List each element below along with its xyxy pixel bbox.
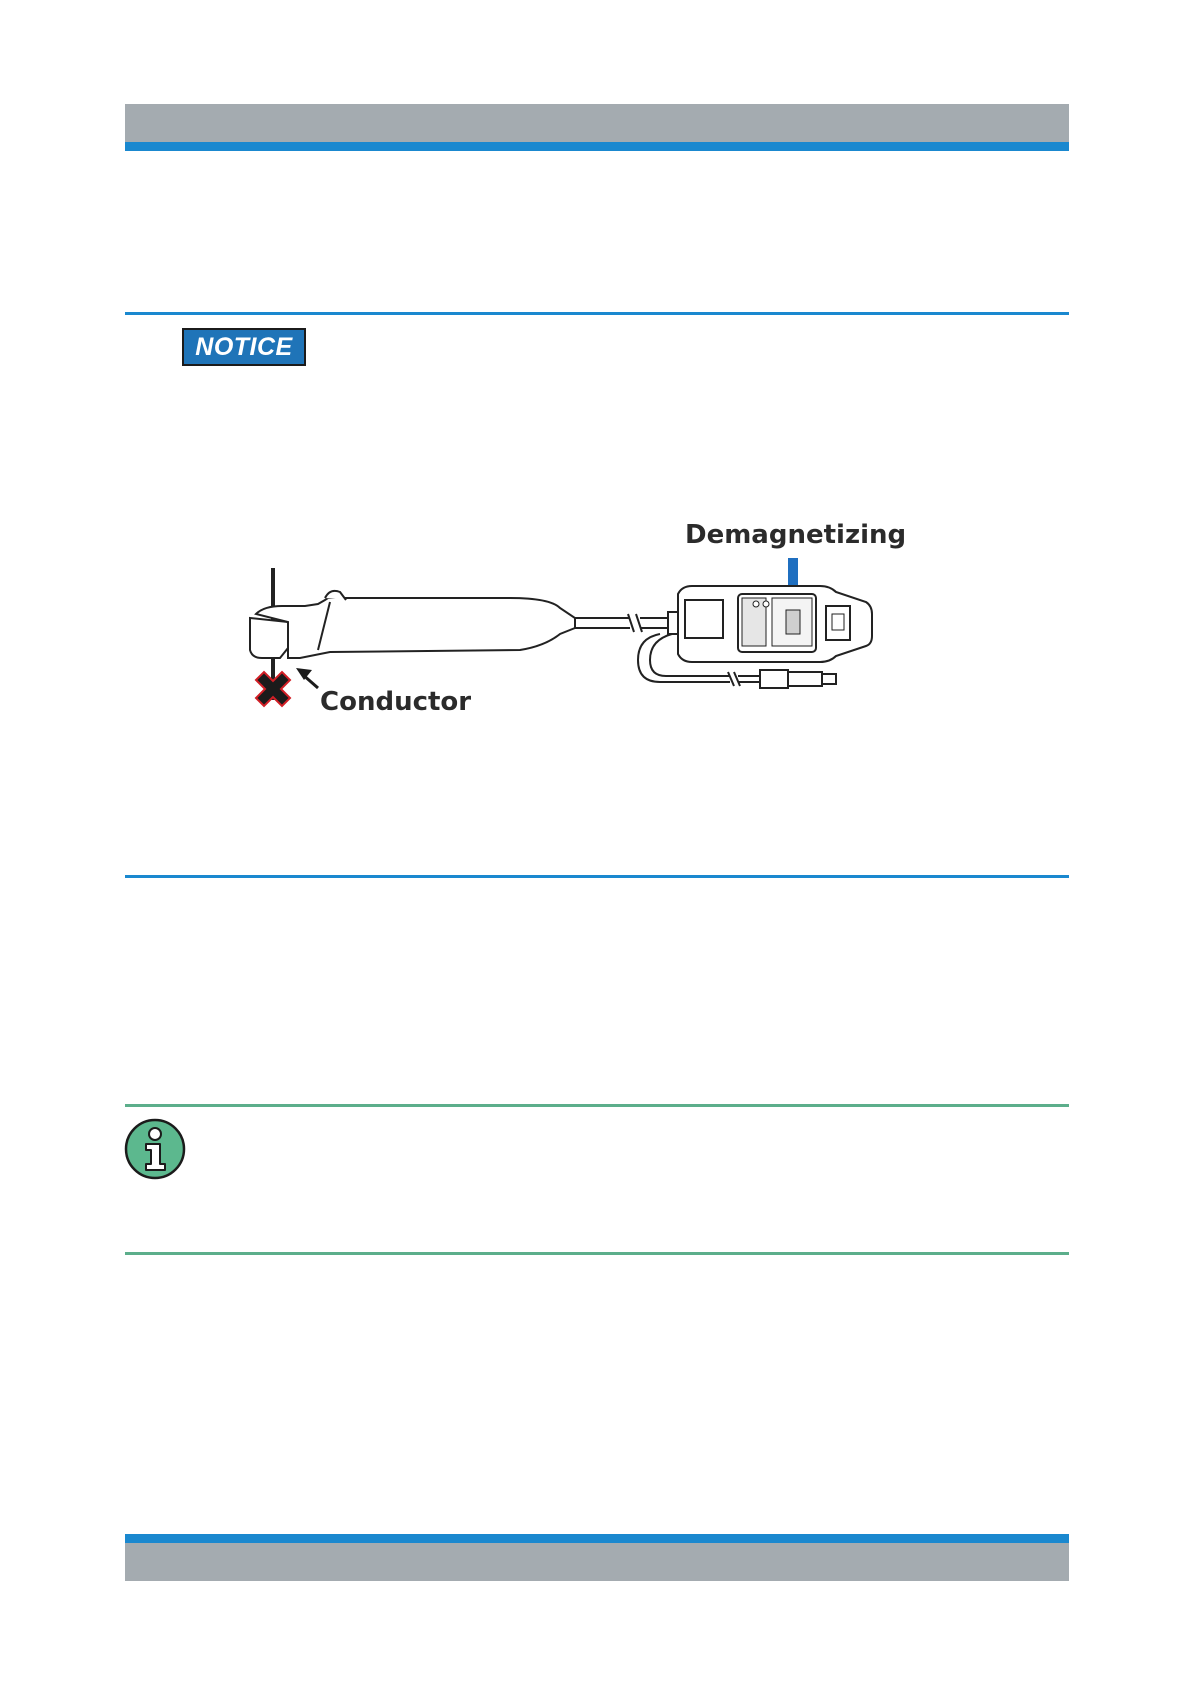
page-footer-bar xyxy=(125,1543,1069,1581)
conductor-pointer-arrow-icon xyxy=(296,668,318,688)
conductor-label: Conductor xyxy=(320,687,472,717)
info-icon xyxy=(124,1118,186,1180)
notice-badge: NOTICE xyxy=(182,328,306,366)
info-top-rule xyxy=(125,1104,1069,1107)
probe-cable xyxy=(575,612,678,634)
demagnetizing-label: Demagnetizing xyxy=(685,520,907,550)
page-header-accent xyxy=(125,142,1069,151)
page-header-bar xyxy=(125,104,1069,142)
notice-top-rule xyxy=(125,312,1069,315)
amplifier-unit xyxy=(678,586,872,662)
demagnetizing-figure xyxy=(230,510,910,730)
info-bottom-rule xyxy=(125,1252,1069,1255)
notice-bottom-rule xyxy=(125,875,1069,878)
clamp-probe-body xyxy=(250,591,575,658)
page-footer-accent xyxy=(125,1534,1069,1543)
